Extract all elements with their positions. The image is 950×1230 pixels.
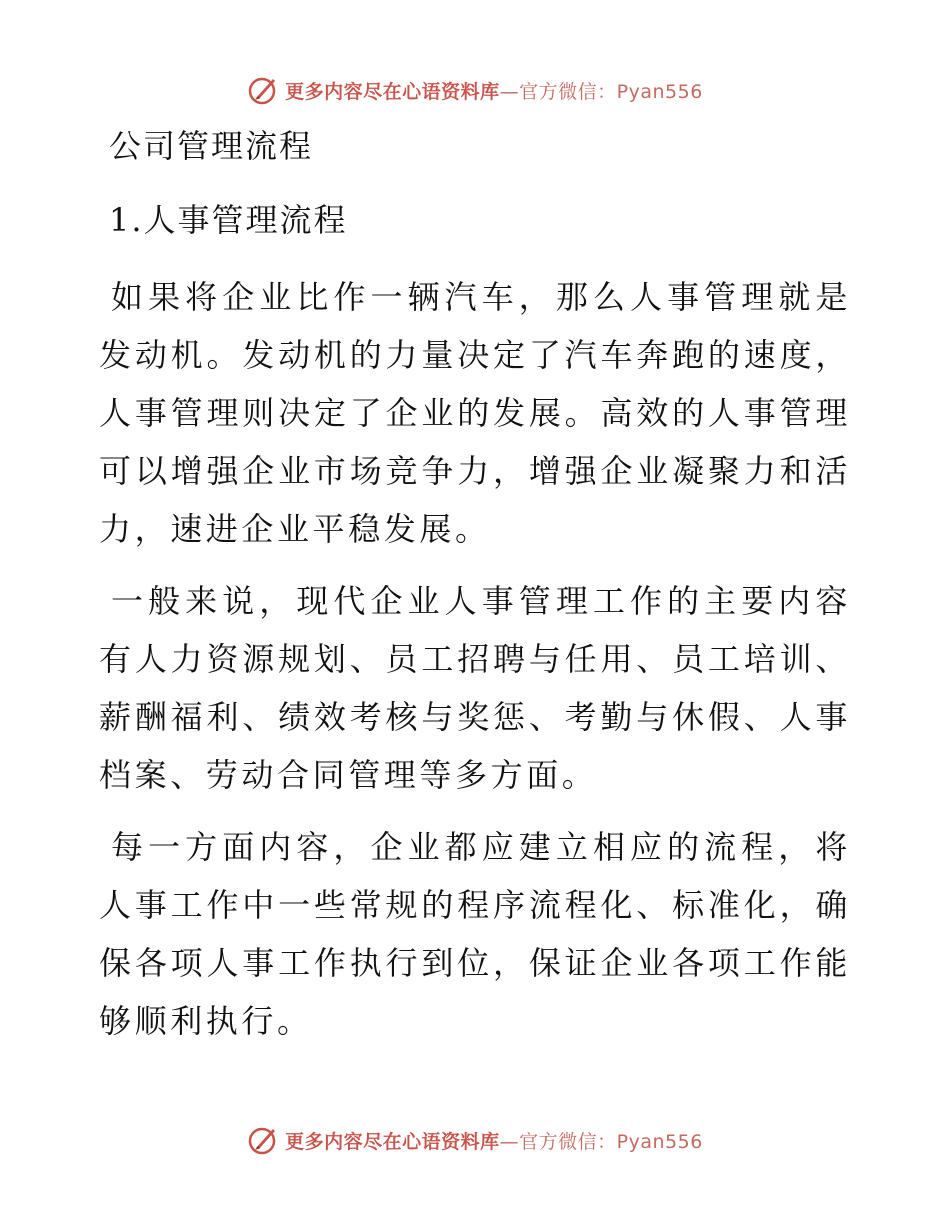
quill-logo-icon <box>247 1124 279 1156</box>
watermark-text <box>285 77 703 104</box>
document-title: 公司管理流程 <box>109 127 314 165</box>
watermark-lead: 更多内容尽在心语资料库 <box>285 80 500 103</box>
paragraph-3: 每一方面内容，企业都应建立相应的流程，将人事工作中一些常规的程序流程化、标准化，确保各项人事工作执行到位，保证企业各项工作能够顺利执行。 <box>99 828 851 1040</box>
watermark-lead: 更多内容尽在心语资料库 <box>285 1130 500 1153</box>
quill-logo-icon <box>247 74 279 106</box>
header-watermark <box>0 70 950 110</box>
paragraph-1: 如果将企业比作一辆汽车，那么人事管理就是发动机。发动机的力量决定了汽车奔跑的速度，人事管理则决定了企业的发展。高效的人事管理可以增强企业市场竞争力，增强企业凝聚力和活力，速进企业平稳发展。 <box>99 278 851 548</box>
watermark-tail: —官方微信：Pyan556 <box>499 80 703 103</box>
paragraph-2: 一般来说，现代企业人事管理工作的主要内容有人力资源规划、员工招聘与任用、员工培训、薪酬福利、绩效考核与奖惩、考勤与休假、人事档案、劳动合同管理等多方面。 <box>99 582 851 794</box>
section-title: 1.人事管理流程 <box>109 201 348 239</box>
watermark-tail: —官方微信：Pyan556 <box>499 1130 703 1153</box>
document-body <box>99 122 851 1064</box>
footer-watermark <box>0 1120 950 1160</box>
watermark-text <box>285 1127 703 1154</box>
